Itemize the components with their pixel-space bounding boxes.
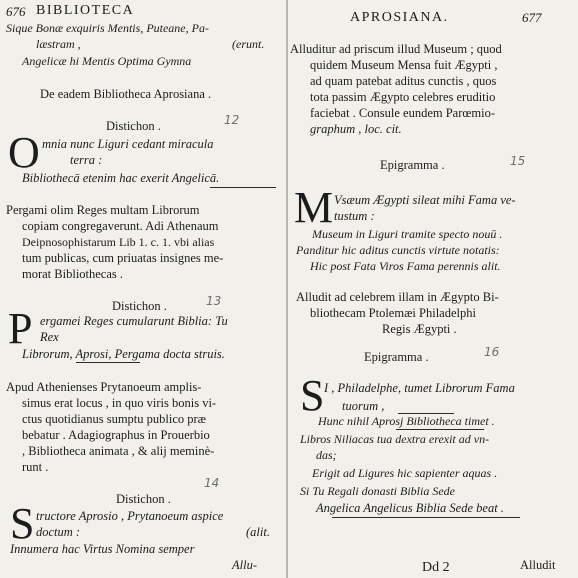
intro-line-4: Angelicæ hi Mentis Optima Gymna: [22, 54, 192, 68]
intro-line-2: læstram ,: [36, 37, 81, 51]
distich3-line-2: doctum :: [36, 525, 81, 539]
drop-cap-o: O: [8, 128, 40, 177]
para1-line-5: morat Bibliothecas .: [22, 267, 124, 281]
para1-line-3: Deipnosophistarum Lib 1. c. 1. vbi alias: [22, 235, 215, 249]
handwritten-note-13: 13: [206, 294, 222, 308]
distich1-line-2: terra :: [70, 153, 103, 167]
para2-line-4: bebatur . Adagiographus in Prouerbio: [22, 428, 210, 442]
underline-bibliotheca: [396, 429, 484, 430]
epigram2-line-2: tuorum ,: [342, 399, 385, 413]
section-heading: De eadem Bibliotheca Aprosiana .: [40, 87, 212, 101]
para1-line-1: Pergami olim Reges multam Librorum: [6, 203, 200, 217]
distich1-line-1: mnia nunc Liguri cedant miracula: [42, 137, 214, 151]
handwritten-note-15: 15: [510, 154, 526, 168]
para2-line-6: runt .: [22, 460, 49, 474]
r-para1-line-4: tota passim Ægypto celebres eruditio: [310, 90, 496, 104]
handwritten-note-12: 12: [224, 113, 240, 127]
right-page: [288, 0, 578, 578]
r-para1-line-6: graphum , loc. cit.: [310, 122, 402, 136]
distich2-line-3: Librorum, Aprosi, Pergama docta struis.: [22, 347, 225, 361]
distich2-line-2: Rex: [40, 330, 59, 344]
left-running-head: BIBLIOTECA: [36, 3, 135, 18]
r-para1-line-1: Alluditur ad priscum illud Museum ; quod: [290, 42, 502, 56]
underline-angelica: [210, 187, 276, 188]
epigram2-line-1: I , Philadelphe, tumet Librorum Fama: [324, 381, 515, 395]
underline-aprosi: [76, 362, 140, 363]
signature-mark: Dd 2: [422, 560, 450, 575]
distich2-title: Distichon .: [112, 299, 167, 313]
right-page-number: 677: [522, 10, 542, 25]
left-page-number: 676: [6, 4, 26, 19]
handwritten-note-14: 14: [204, 476, 220, 490]
catchword: Alludit: [520, 558, 556, 572]
epigram2-line-3: Hunc nihil Aprosj Bibliotheca timet .: [318, 414, 495, 428]
underline-tumet: [398, 413, 454, 414]
epigram1-line-3: Museum in Liguri tramite specto nouū .: [312, 227, 503, 241]
distich3-catch: Allu-: [232, 558, 257, 572]
left-page: [0, 0, 286, 578]
para1-line-2: copiam congregaverunt. Adi Athenaum: [22, 219, 219, 233]
drop-cap-s-left: S: [10, 499, 35, 548]
para1-line-4: tum publicas, cum priuatas insignes me-: [22, 251, 224, 265]
right-running-head: APROSIANA.: [350, 10, 449, 25]
epigram1-title: Epigramma .: [380, 158, 445, 172]
epigram1-line-2: tustum :: [334, 209, 375, 223]
r-para1-line-3: ad quam patebat aditus cunctis , quos: [310, 74, 497, 88]
epigram2-line-4: Libros Niliacas tua dextra erexit ad vn-: [300, 432, 490, 446]
intro-line-1: Sique Bonæ exquiris Mentis, Puteane, Pa-: [6, 21, 209, 35]
distich1-line-3: Bibliothecā etenim hac exerit Angelicā.: [22, 171, 220, 185]
distich3-title: Distichon .: [116, 492, 171, 506]
distich3-line-3: (alit.: [246, 525, 270, 539]
underline-last-line: [332, 517, 520, 518]
distich1-title: Distichon .: [106, 119, 161, 133]
distich2-line-1: ergamei Reges cumularunt Biblia: Tu: [40, 314, 228, 328]
epigram1-line-4: Panditur hic aditus cunctis virtute notatis:: [296, 243, 500, 257]
epigram1-line-5: Hic post Fata Viros Fama perennis alit.: [310, 259, 501, 273]
epigram2-line-7: Si Tu Regali donasti Biblia Sede: [300, 484, 455, 498]
handwritten-note-16: 16: [484, 345, 500, 359]
intro-line-3: (erunt.: [232, 37, 265, 51]
para2-line-1: Apud Athenienses Prytanoeum amplis-: [6, 380, 202, 394]
epigram1-line-1: Vsæum Ægypti sileat mihi Fama ve-: [334, 193, 516, 207]
r-para1-line-2: quidem Museum Mensa fuit Ægypti ,: [310, 58, 498, 72]
distich3-line-1: tructore Aprosio , Prytanoeum aspice: [36, 509, 224, 523]
epigram2-line-5: das;: [316, 448, 337, 462]
r-para2-line-2: bliothecam Ptolemæi Philadelphi: [310, 306, 476, 320]
r-para2-line-1: Alludit ad celebrem illam in Ægypto Bi-: [296, 290, 499, 304]
r-para1-line-5: faciebat . Consule eundem Parœmio-: [310, 106, 496, 120]
drop-cap-s-right: S: [300, 371, 325, 420]
para2-line-5: , Bibliotheca animata , & alij meminè-: [22, 444, 215, 458]
distich3-line-4: Innumera hac Virtus Nomina semper: [10, 542, 195, 556]
epigram2-line-8: Angelica Angelicus Biblia Sede beat .: [316, 501, 504, 515]
para2-line-3: ctus quotidianus sumptu publico præ: [22, 412, 207, 426]
drop-cap-p: P: [8, 304, 33, 353]
r-para2-line-3: Regis Ægypti .: [382, 322, 457, 336]
drop-cap-m: M: [294, 183, 334, 232]
epigram2-line-6: Erigit ad Ligures hic sapienter aquas .: [312, 466, 498, 480]
epigram2-title: Epigramma .: [364, 350, 429, 364]
para2-line-2: simus erat locus , in quo viris bonis vi-: [22, 396, 217, 410]
